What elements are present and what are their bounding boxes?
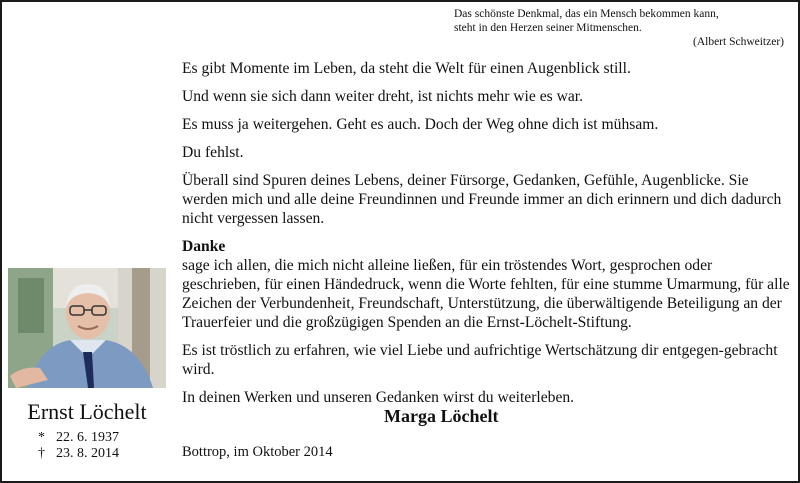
life-dates [38,430,119,462]
death-symbol: † [38,446,45,461]
epigraph-quote [454,7,784,49]
death-line [38,446,119,462]
paragraph-7: In deinen Werken und unseren Gedanken wirst du weiterleben. [182,389,575,406]
quote-line-2: steht in den Herzen seiner Mitmenschen. [454,22,642,34]
quote-author: (Albert Schweitzer) [692,36,784,48]
danke-heading: Danke [182,238,226,255]
paragraph-1: Es gibt Momente im Leben, da steht die Welt für einen Augenblick still. [182,60,631,77]
place-date: Bottrop, im Oktober 2014 [182,444,333,460]
birth-symbol: * [38,430,45,445]
portrait-photo [8,268,166,388]
birth-line [38,430,119,446]
main-text [182,59,790,407]
signature: Marga Löchelt [384,406,499,426]
birth-date: 22. 6. 1937 [56,430,119,445]
paragraph-6: Es ist tröstlich zu erfahren, wie viel Liebe und aufrichtige Wertschätzung dir entgegen-gebracht wird. [182,342,778,378]
danke-paragraph: sage ich allen, die mich nicht alleine ließen, für ein tröstendes Wort, gesprochen oder geschrieben, für einen Händedruck, wenn die Worte fehlten, für eine stumme Umarmung, für alle Zeichen der Verbundenheit, Freundschaft, Unterstützung, die überwältigende Beteiligung an der Trauerfeier und die großzügigen Spenden an die Ernst-Löchelt-Stiftung. [182,257,790,331]
paragraph-2: Und wenn sie sich dann weiter dreht, ist nichts mehr wie es war. [182,88,584,105]
deceased-name: Ernst Löchelt [27,399,147,424]
paragraph-5: Überall sind Spuren deines Lebens, deiner Fürsorge, Gedanken, Gefühle, Augenblicke. Sie werden mich und alle deine Freundinnen und Freunde immer an dich erinnern und dich dadurch nicht vergessen lassen. [182,172,782,227]
quote-line-1: Das schönste Denkmal, das ein Mensch bekommen kann, [454,8,719,20]
paragraph-3: Es muss ja weitergehen. Geht es auch. Doch der Weg ohne dich ist mühsam. [182,116,659,133]
paragraph-4: Du fehlst. [182,144,244,161]
death-date: 23. 8. 2014 [56,446,119,461]
